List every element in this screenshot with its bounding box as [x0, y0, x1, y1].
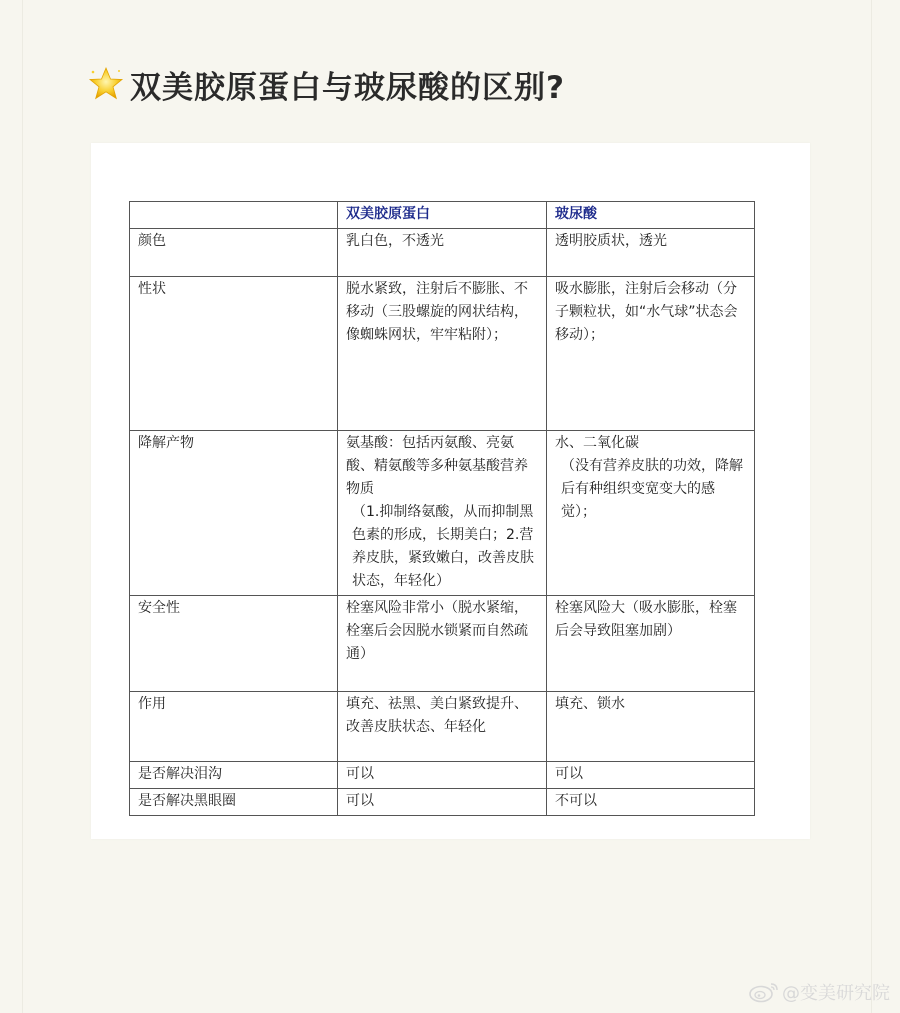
collagen-cell [338, 277, 547, 431]
table-row [130, 431, 755, 596]
cell-paragraph: 水、二氧化碳 [555, 435, 639, 451]
cell-paragraph: 填充、祛黑、美白紧致提升、改善皮肤状态、年轻化 [346, 696, 528, 735]
watermark [748, 979, 890, 1005]
row-label: 颜色 [130, 229, 338, 277]
watermark-text: @变美研究院 [782, 983, 890, 1004]
title-row [88, 60, 565, 108]
table-row [130, 229, 755, 277]
cell-paragraph: 可以 [346, 793, 374, 809]
table-row [130, 762, 755, 789]
hyaluronic-acid-cell [547, 596, 755, 692]
weibo-icon [748, 981, 780, 1003]
row-label: 安全性 [130, 596, 338, 692]
table-header-row [130, 202, 755, 229]
cell-paragraph: （1.抑制络氨酸，从而抑制黑色素的形成，长期美白；2.营养皮肤，紧致嫩白，改善皮肤状态，年轻化） [352, 504, 534, 589]
hyaluronic-acid-cell [547, 277, 755, 431]
header-empty [130, 202, 338, 229]
cell-paragraph: （没有营养皮肤的功效，降解后有种组织变宽变大的感觉）； [561, 458, 743, 520]
table-card [91, 143, 810, 839]
cell-paragraph: 可以 [555, 766, 583, 782]
hyaluronic-acid-cell [547, 431, 755, 596]
cell-paragraph: 栓塞风险大（吸水膨胀，栓塞后会导致阻塞加剧） [555, 600, 737, 639]
collagen-cell [338, 229, 547, 277]
collagen-cell [338, 596, 547, 692]
cell-paragraph: 可以 [346, 766, 374, 782]
hyaluronic-acid-cell [547, 789, 755, 816]
row-label: 作用 [130, 692, 338, 762]
collagen-cell [338, 431, 547, 596]
row-label: 性状 [130, 277, 338, 431]
cell-paragraph: 不可以 [555, 793, 597, 809]
hyaluronic-acid-cell [547, 229, 755, 277]
table-row [130, 692, 755, 762]
page-title: 双美胶原蛋白与玻尿酸的区别? [130, 69, 565, 106]
table-row [130, 789, 755, 816]
cell-paragraph: 乳白色，不透光 [346, 233, 444, 249]
row-label: 降解产物 [130, 431, 338, 596]
collagen-cell [338, 762, 547, 789]
collagen-cell [338, 789, 547, 816]
cell-paragraph: 吸水膨胀，注射后会移动（分子颗粒状，如“水气球”状态会移动）； [555, 281, 738, 343]
row-label: 是否解决泪沟 [130, 762, 338, 789]
comparison-table [129, 201, 755, 816]
header-collagen: 双美胶原蛋白 [338, 202, 547, 229]
cell-paragraph: 填充、锁水 [555, 696, 625, 712]
cell-paragraph: 栓塞风险非常小（脱水紧缩，栓塞后会因脱水锁紧而自然疏通） [346, 600, 528, 662]
collagen-cell [338, 692, 547, 762]
row-label: 是否解决黑眼圈 [130, 789, 338, 816]
cell-paragraph: 透明胶质状，透光 [555, 233, 667, 249]
hyaluronic-acid-cell [547, 692, 755, 762]
table-row [130, 596, 755, 692]
star-icon [88, 66, 124, 102]
cell-paragraph: 脱水紧致，注射后不膨胀、不移动（三股螺旋的网状结构，像蜘蛛网状，牢牢粘附）； [346, 281, 528, 343]
hyaluronic-acid-cell [547, 762, 755, 789]
header-hyaluronic-acid: 玻尿酸 [547, 202, 755, 229]
cell-paragraph: 氨基酸：包括丙氨酸、亮氨酸、精氨酸等多种氨基酸营养物质 [346, 435, 528, 497]
table-row [130, 277, 755, 431]
